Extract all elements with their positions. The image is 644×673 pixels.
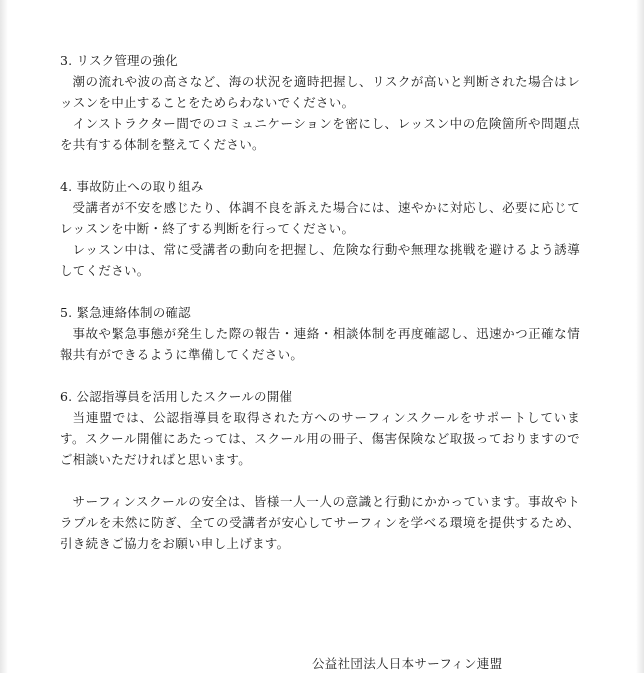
section-accident-prevention xyxy=(60,176,580,281)
section-heading: 5. 緊急連絡体制の確認 xyxy=(60,305,191,320)
page-right-edge-shadow xyxy=(636,0,644,673)
section-heading: 4. 事故防止への取り組み xyxy=(60,179,204,194)
section-risk-management xyxy=(60,50,580,155)
section-paragraph: 事故や緊急事態が発生した際の報告・連絡・相談体制を再度確認し、迅速かつ正確な情報共有ができるように準備してください。 xyxy=(60,326,580,362)
section-paragraph: 受講者が不安を感じたり、体調不良を訴えた場合には、速やかに対応し、必要に応じてレッスンを中断・終了する判断を行ってください。 xyxy=(60,200,580,236)
closing-paragraph: サーフィンスクールの安全は、皆様一人一人の意識と行動にかかっています。事故やトラブルを未然に防ぎ、全ての受講者が安心してサーフィンを学べる環境を提供するため、引き続きご協力をお願い申し上げます。 xyxy=(60,494,580,551)
section-paragraph: 潮の流れや波の高さなど、海の状況を適時把握し、リスクが高いと判断された場合はレッスンを中止することをためらわないでください。 xyxy=(60,74,580,110)
section-paragraph: 当連盟では、公認指導員を取得された方へのサーフィンスクールをサポートしています。スクール開催にあたっては、スクール用の冊子、傷害保険など取扱っておりますのでご相談いただければと思います。 xyxy=(60,410,580,467)
page-left-edge-shadow xyxy=(0,0,8,673)
section-heading: 6. 公認指導員を活用したスクールの開催 xyxy=(60,389,293,404)
section-certified-instructors xyxy=(60,386,580,470)
signature-organization: 公益社団法人日本サーフィン連盟 xyxy=(312,656,503,671)
section-heading: 3. リスク管理の強化 xyxy=(60,53,178,68)
section-paragraph: レッスン中は、常に受講者の動向を把握し、危険な行動や無理な挑戦を避けるよう誘導してください。 xyxy=(60,242,580,278)
document-body xyxy=(60,50,580,554)
section-emergency-contact xyxy=(60,302,580,365)
section-paragraph: インストラクター間でのコミュニケーションを密にし、レッスン中の危険箇所や問題点を共有する体制を整えてください。 xyxy=(60,116,580,152)
